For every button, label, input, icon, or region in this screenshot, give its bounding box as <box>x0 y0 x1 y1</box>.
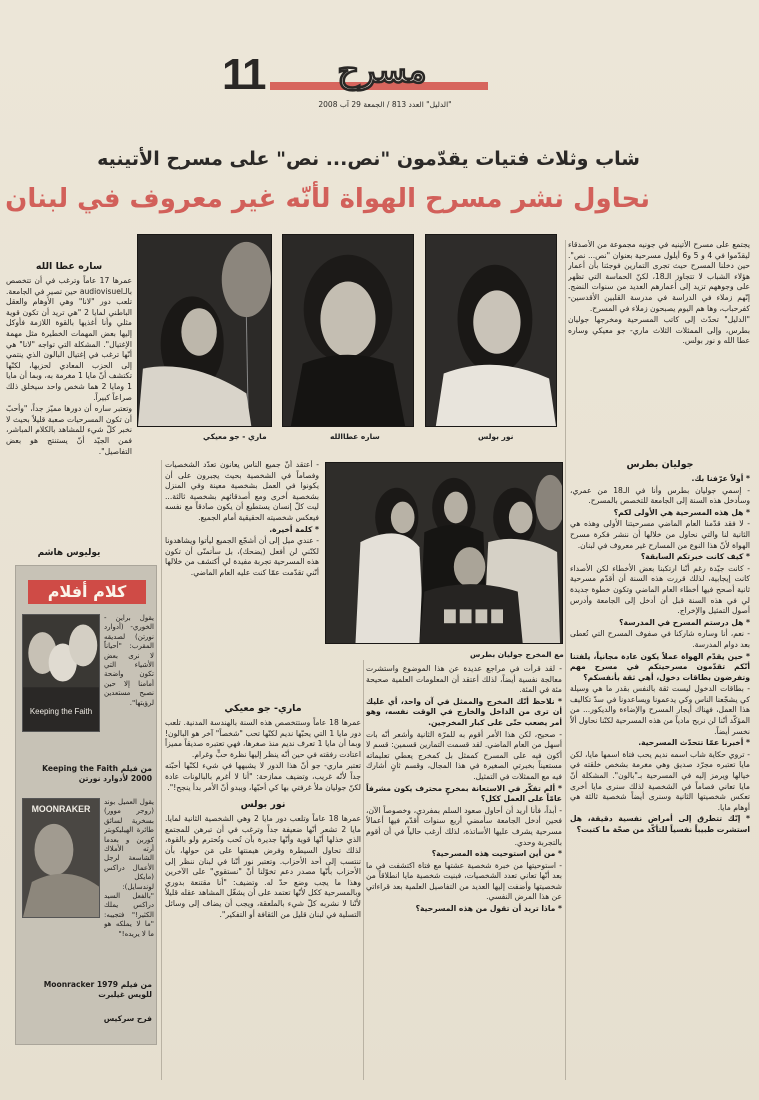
issue-line: "الدليل" العدد 813 / الجمعة 29 آب 2008 <box>318 100 452 109</box>
interview-question: * إنّك تتطرق إلى أمراض نفسية دقيقة، هل استشرت طبيباً نفسياً للتأكّد من صحّة ما كتبت؟ <box>570 814 750 834</box>
profile-text: عمرها 18 عاماً وتلعب دور مايا 2 وهي الشخصية الثانية لمايا. مايا 2 تشعر أنّها ضعيفة جداً وترغب في أن تبرهن للمجتمع الذي خذلها أنّها قوية وأنّها جديرة بأن تُحب وتُحترم ولو بالقوة، لذلك تحاول السيطرة وفرض هيمنتها على مَن حولها، بأن تنتسب إلى أحد الأحزاب. وتعتبر نور أنّنا في لبنان ننظر إلى الأحزاب بأنّها مصدر دعم تخوّلنا أنْ "نستقوي" على الآخرين وهذا ما يجب وضع حدّ له. وتضيف: "أنا مقتنعة بدوري وبالمسرحية ككل لأنّها تعتمد على أن يشغّل المشاهد عقله قليلاً لأنّنا لا نشربه كلّ شيء بالملعقة، ويجب أن يضاف إلى وسائل التسلية في لبنان قليل من الثقافة أو التفكير". <box>165 814 361 919</box>
interview-answer: - أبداً، فأنا أريد أن أحاول صعود السلم بمفردي، وخصوصاً الآن، فحين أدخل الجامعة سأمضي أربع سنوات أقدّم فيها أعمالاً مسرحية يشرف عليها الأساتذة، لذلك أرغب حالياً في أن أقوم بالتجربة وحدي. <box>366 805 562 847</box>
intro-paragraph: يجتمع على مسرح الأتينيه في جونيه مجموعة من الأصدقاء ليقدّموا في 4 و 5 و6 أيلول مسرحية بعنوان "نص... نص". حين دخلنا المسرح حيث تجرى التمارين فوجئنا بأن أعمار هؤلاء الشباب لا تتجاوز الـ18، لكنّ الحماسة التي تظهر على وجوههم تزيد إلى أعمارهم العديد من سنوات النضج. إنّهم زملاء في الدراسة في مدرسة القلبين الأقدسين- كفرحباب، وها هم اليوم يصبحون زملاء في المسرح. <box>568 240 750 313</box>
caption-nour: نور بولس <box>478 432 514 441</box>
film-quote: يقول العميل بوند (روجر موور) بسخرية لسائق طائرة الهيليكوبتر كوربن و بعدما أرته الأملاك الشاسعة لرجل الأعمال دراكس (مايكل لوندسايل): "بالفعل السيد دراكس يملك الكثير!" فتجيبه: "ما لا يملكه هو ما لا يريده!" <box>104 798 154 938</box>
profile-text: عمرها 17 عاماً وترغب في أن تتخصص بالـaudiovisuel حين تصير في الجامعة. تلعب دور "لانا" وهي الأوهام والعقل الباطني لمايا 2 "هي تريد أن تكون قوية مثلي وأنا أغذيها بالقوة اللازمة فأوكل إليها بعض المهمات الخطيرة مثل مهمة الإغتيال". المشكلة التي تواجه "لانا" هي أنّها ترغب في إغتيال البالون الذي ينتمي إلى الحزب المعادي لحزبها، لكنّها تكتشف أنّ مايا 1 مغرمة به، وبما أن مايا 1 ومايا 2 هما شخص واحد سيخلق ذلك صراعاً كبيراً. <box>6 276 132 402</box>
interview-question: * أخبرنا عمّا تتحدّث المسرحية. <box>638 738 750 748</box>
interview-answer: - أعتقد أنّ جميع الناس يعانون تعدّد الشخصيات وفصاماً في الشخصية بحيث يجبرون على أن يكونوا في العمل بشخصية معينة وفي المنزل بشخصية أخرى ومع أصدقائهم بشخصية ثالثة... ليت كلّ إنسان يستطيع أن يكون صادقاً مع نفسه فيعكس شخصيته الحقيقية أمام الجميع. <box>165 460 319 522</box>
section-logo: مسرح <box>337 52 427 90</box>
photo-group <box>325 462 563 644</box>
interview-question: * ألم تفكّر في الاستعانة بمخرجٍ محترف يكون مشرفاً عامّاً على العمل ككل؟ <box>366 783 562 804</box>
interview-column-right <box>570 456 750 1086</box>
profile-heading: ساره عطا الله <box>35 261 103 272</box>
poster-moonraker <box>22 798 100 918</box>
photo-sara <box>282 234 414 427</box>
film-author: فرح سركيس <box>103 1014 152 1023</box>
interview-question: * نلاحظ أنّك المخرج والممثل في آن واحد، أي عليك أن ترى من الداخل والخارج في الوقت نفسه، وهو أمر يصعب حتّى على كبار المخرجين. <box>366 696 562 727</box>
profile-marie-jo <box>165 700 361 1086</box>
interview-blocks <box>165 460 319 579</box>
caption-group: مع المخرج جوليان بطرس <box>470 650 564 659</box>
headline-kicker: شاب وثلاث فتيات يقدّمون "نص... نص" على مسرح الأتينيه <box>97 148 640 170</box>
interview-answer: - إسمي جوليان بطرس وأنا في الـ18 من عمري، وسأدخل هذه السنة إلى الجامعة للتخصص بالمسرح. <box>570 485 750 506</box>
profile-text: تعتبر ماري- جو أنّ هذا الدور لا يشبهها في شيء لكنّها أحبّته جداً لأنّه غريب، وتضيف ممازحة: "أنا لا أغرم بالبالونات عادة لكنّ جوليان ملأ غرفتي بها كي أحبّها، ويبدو أنّ الأمر بدأ ينجح!". <box>165 761 361 792</box>
profile-sara <box>6 258 132 544</box>
caption-marie-jo: ماري - جو معيكي <box>203 432 267 441</box>
interview-answer: - لا فقد قدّمنا العام الماضي مسرحيتنا الأولى وهذه هي الثانية لنا والتي نحاول من خلالها أن ننشر فكرة مسرح الهواة لأنّ هذا النوع من المسارح غير معروف في لبنان. <box>570 519 750 550</box>
interview-column-middle <box>366 664 562 1084</box>
author-byline: يوليوس هاشم <box>37 548 101 558</box>
film-quote: يقول براين - الخوري- (أدوارد نورتن) لصديقه المقرب: "أحياناً لا نرى بعض الأشياء التي تكون واضحة أمامنا إلا حين نصبح مستعدين لرؤيتها". <box>104 614 154 707</box>
interview-column-answers <box>165 460 319 696</box>
page-number: 11 <box>222 50 265 99</box>
interview-question: * ماذا تريد أن تقول من هذه المسرحية؟ <box>415 904 562 914</box>
column-divider <box>363 660 364 1080</box>
intro-paragraph: "الدليل" تحدّث إلى كاتب المسرحية ومخرجها جوليان بطرس، وإلى الممثلات الثلاث ماري- جو معيكي وساره عطا الله و نور بولس. <box>568 315 750 346</box>
interview-answer: - كانت جيّدة رغم أنّنا ارتكبنا بعض الأخطاء لكن الأصداء كانت إيجابية، لذلك قررت هذه السنة أن أقدّم مسرحية ثانية أصحح فيها أخطاء العام الماضي وتكون خطوة جديدة لي في هذه السنة قبل أن أدخل إلى الجامعة وأدرس أصول التمثيل والإخراج. <box>570 563 750 616</box>
profile-text: وتعتبر ساره أن دورها مميّز جداً، "وأحبّ أن تكون المسرحيات صعبة قليلاً بحيث لا نخبر كلّ شيء للمشاهد بالكلام المباشر، فمن الجيّد أنّ يستنتج هو بعض التفاصيل". <box>6 404 132 456</box>
profile-heading: نور بولس <box>240 799 286 811</box>
intro-column <box>568 240 750 452</box>
profile-text: عمرها 18 عاماً وستتخصص هذه السنة بالهندسة المدنية. تلعب دور مايا 1 التي يحبّها نديم لكنّها تحب "شخصاً" آخر هو البالون! وبما أن مايا 1 تعرف نديم منذ صغرها، فهي تعتبره صديقاً مميزاً اعتادت رفقته في حين أنّه ينظر إليها نظرة حبٍّ وغرام. <box>165 718 361 759</box>
poster-title: Keeping the Faith <box>29 706 93 716</box>
interview-blocks <box>366 664 562 915</box>
film-credit: من فيلم Keeping the Faith 2000 لأدوارد نورتن <box>42 764 152 783</box>
film-quotes-box <box>15 565 157 1045</box>
interview-answer: - صحيح، لكن هذا الأمر أقوم به للمرّة الثانية وأشعر أنّه بات أسهل من العام الماضي. لقد قسمت التمارين قسمين: قسم لا أكون فيه على المسرح كممثل بل كمخرج يعطي تعليماته مستعيناً بخبرتي الصغيرة في هذا المجال، وقسم ثانٍ أشارك فيه مع الممثلات في التمثيل. <box>366 729 562 781</box>
interview-answer: - بطاقات الدخول ليست ثقة بالنفس بقدر ما هي وسيلة كي يشجّعنا الناس وكي يدعمونا ويساعدونا في سدّ تكاليف هذا العمل، فهناك أيجار المسرح والإضاءة والديكور... من المؤكّد أنّنا لن نربح مادياً من هذه المسرحية لكنّنا نحاول ألاّ نخسر أيضاً. <box>570 684 750 736</box>
interview-answer: - عندي ميل إلى أن أشجّع الجميع ليأتوا ويشاهدونا لكنّني لن أفعل (يضحك)، بل سأتمنّى أن تكون هذه المسرحية تجربة مفيدة لي أكتشف من خلالها أنّني تقدّمت عمّا كنت عليه العام الماضي. <box>165 536 319 577</box>
interview-heading: جوليان بطرس <box>626 459 694 470</box>
caption-sara: ساره عطاالله <box>330 432 380 441</box>
interview-question: * حين يقدّم الهواة عملاً يكون عادة مجانياً، يلفتنا أنّكم تقدّمون مسرحيتكم في مسرح مهم وتفرضون بطاقات دخول، أهي ثقة بأنفسكم؟ <box>570 651 750 682</box>
interview-question: * كلمة أخيرة. <box>269 524 319 534</box>
poster-title: MOONRAKER <box>31 803 91 814</box>
interview-question: * أولاً عرّفنا بك. <box>691 474 750 483</box>
interview-question: * هل هذه المسرحية هي الأولى لكم؟ <box>613 507 750 517</box>
interview-answer: - لقد قرأت في مراجع عديدة عن هذا الموضوع واستشرت معالجة نفسية أيضاً، لذلك أعتقد أن المعلومات العلمية صحيحة مئة في المئة. <box>366 664 562 695</box>
headline-title: نحاول نشر مسرح الهواة لأنّه غير معروف في لبنان <box>5 184 650 214</box>
column-divider <box>161 460 162 1080</box>
photo-marie-jo <box>137 234 272 427</box>
interview-answer: - نعم، أنا وساره شاركنا في صفوف المسرح التي تُعطى بعد دوام المدرسة. <box>570 629 750 649</box>
interview-question: * من أين استوحيت هذه المسرحية؟ <box>431 849 562 859</box>
profile-heading: ماري- جو معيكي <box>224 703 302 714</box>
interview-blocks <box>570 474 750 836</box>
interview-question: * هل درستم المسرح في المدرسة؟ <box>619 617 750 627</box>
interview-question: * كيف كانت خبرتكم السابقة؟ <box>640 552 750 562</box>
interview-answer: - استوحيتها من خبرة شخصية عشتها مع فتاة اكتشفت في ما بعد أنّها تعاني تعدد الشخصيات، فبنيت شخصية مايا انطلاقاً من شخصيتها وأضفت إليها العديد من التفاصيل العلمية بعد قراءاتي عن هذا المرض النفسي. <box>366 860 562 902</box>
interview-answer: - تروي حكاية شاب اسمه نديم يحب فتاة اسمها مايا، لكن مايا تعتبره مجرّد صديق وهي مغرمة بشخص خلقته في خيالها ويرمز إليه في المسرحية بـ"بالون". المشكلة أنّ مايا تعاني فصاماً في الشخصية لذلك سنرى مايا أخرى تعكس شخصيتها الثانية وسنرى أيضاً شخصية ثالثة هي أوهام مايا. <box>570 749 750 812</box>
film-box-header: كلام أفلام <box>28 580 146 604</box>
film-credit: من فيلم Moonracker 1979 للويس غيلبرت <box>43 980 152 999</box>
poster-keeping-the-faith <box>22 614 100 732</box>
photo-nour <box>425 234 557 427</box>
column-divider <box>565 240 566 1080</box>
